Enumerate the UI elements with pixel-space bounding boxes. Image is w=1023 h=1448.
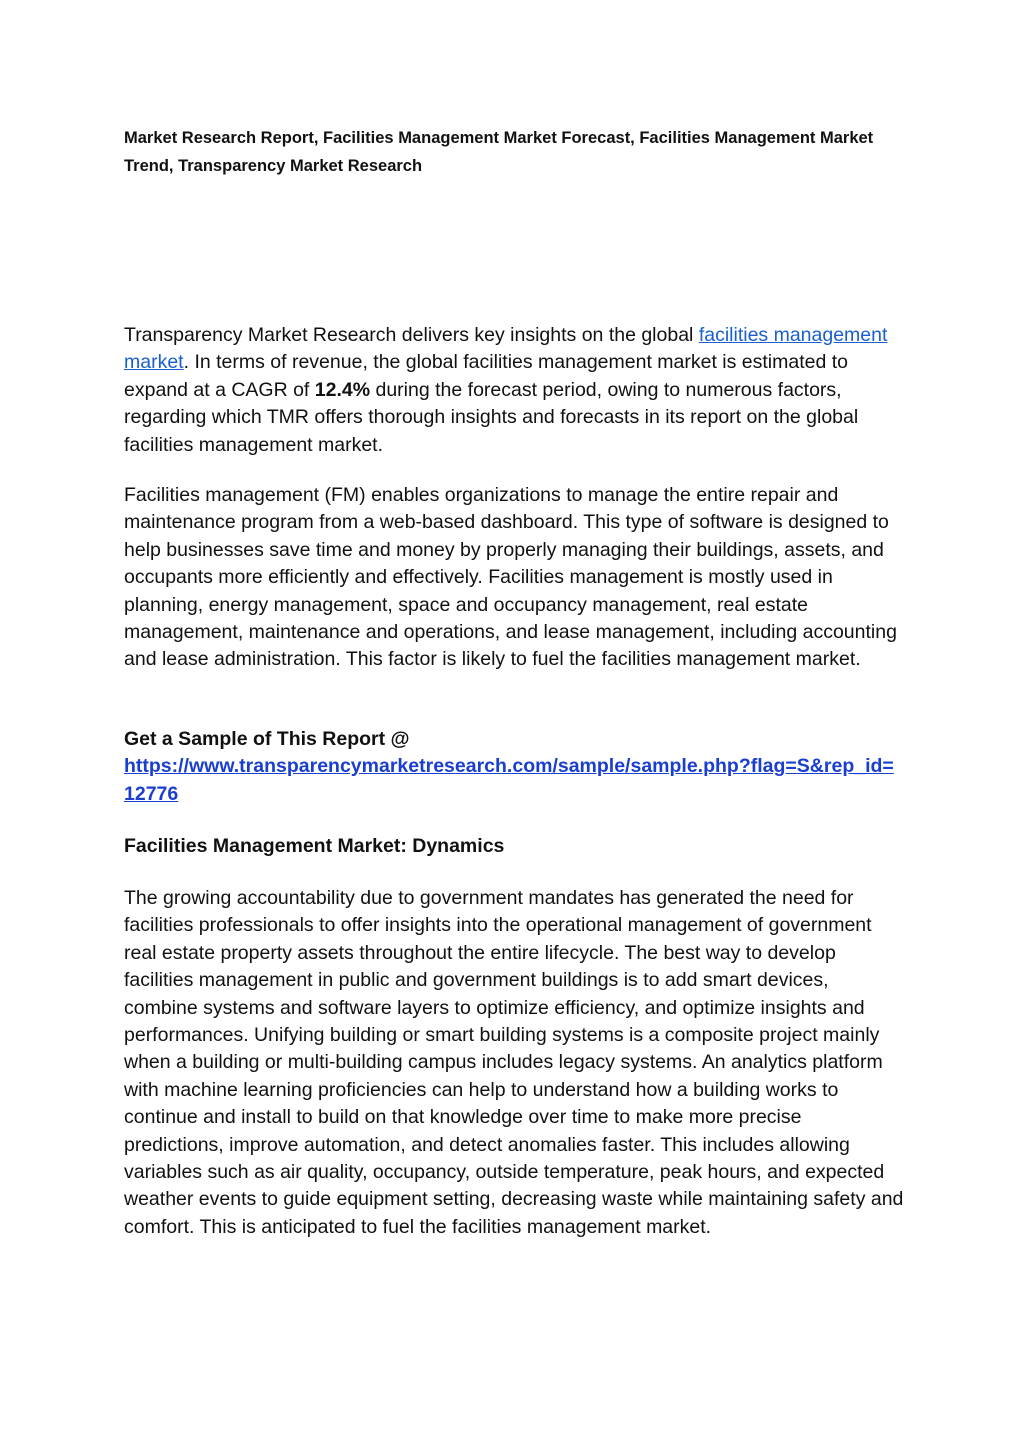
intro-text-start: Transparency Market Research delivers key insights on the global [124,324,699,346]
sample-request-block [124,726,904,808]
document-title: Market Research Report, Facilities Management Market Forecast, Facilities Management Market Trend, Transparency Market Research [124,129,874,175]
intro-text-end: during the forecast period, owing to numerous factors, regarding which TMR offers thorough insights and forecasts in its report on the global facilities management market. [124,378,859,456]
fm-description-paragraph: Facilities management (FM) enables organizations to manage the entire repair and maintenance program from a web-based dashboard. This type of software is designed to help businesses save time and money by properly managing their buildings, assets, and occupants more efficiently and effectively. Facilities management is mostly used in planning, energy management, space and occupancy management, real estate management, maintenance and operations, and lease management, including accounting and lease administration. This factor is likely to fuel the facilities management market. [124,484,897,671]
dynamics-heading: Facilities Management Market: Dynamics [124,835,505,857]
sample-label: Get a Sample of This Report @ [124,728,410,750]
intro-text-middle: . In terms of revenue, the global facilities management market is estimated to expand at a CAGR of [124,351,849,401]
intro-paragraph [124,322,904,459]
cagr-value: 12.4% [314,378,371,401]
facilities-management-market-link[interactable]: facilities management market [124,324,888,374]
dynamics-paragraph: The growing accountability due to government mandates has generated the need for facilities professionals to offer insights into the operational management of government real estate property assets throughout the entire lifecycle. The best way to develop facilities management in public and government buildings is to add smart devices, combine systems and software layers to optimize efficiency, and optimize insights and performances. Unifying building or smart building systems is a composite project mainly when a building or multi-building campus includes legacy systems. An analytics platform with machine learning proficiencies can help to understand how a building works to continue and install to build on that knowledge over time to make more precise predictions, improve automation, and detect anomalies faster. This includes allowing variables such as air quality, occupancy, outside temperature, peak hours, and expected weather events to guide equipment setting, decreasing waste while maintaining safety and comfort. This is anticipated to fuel the facilities management market. [124,887,904,1238]
sample-report-link[interactable]: https://www.transparencymarketresearch.com/sample/sample.php?flag=S&rep_id=12776 [124,755,894,805]
